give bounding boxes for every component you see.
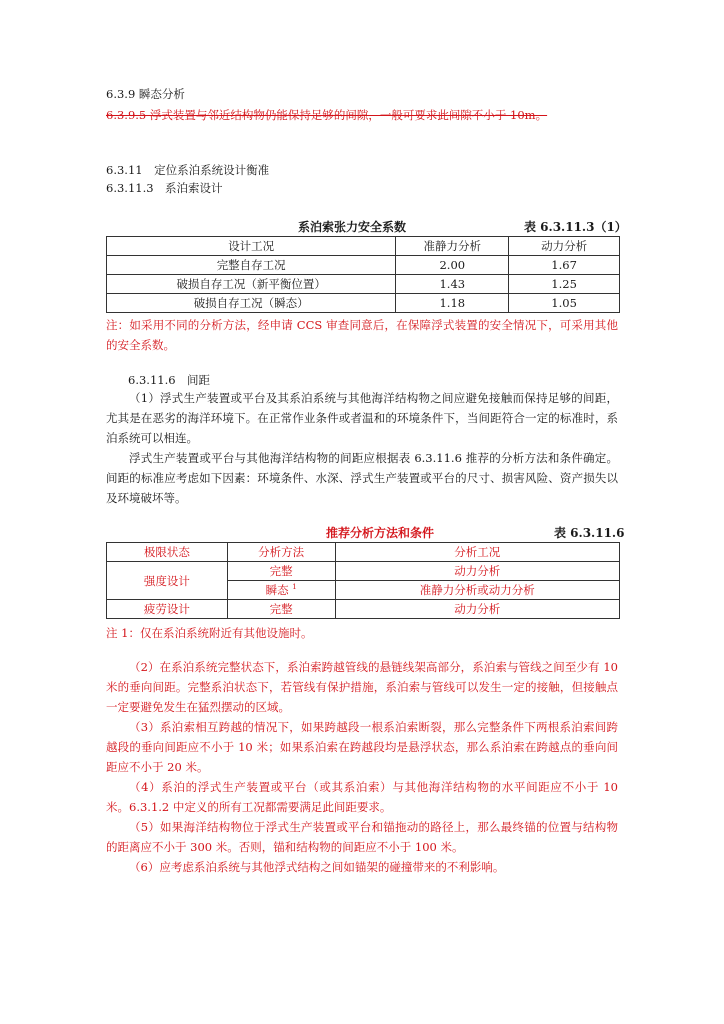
transient-label: 瞬态 <box>265 583 289 597</box>
table-cell: 完整自存工况 <box>107 256 396 275</box>
table-row <box>107 562 620 581</box>
table-cell: 1.05 <box>509 294 620 313</box>
table-cell: 强度设计 <box>107 562 228 600</box>
table-header: 设计工况 <box>107 237 396 256</box>
table-header-row <box>107 543 620 562</box>
table1-number: 表 6.3.11.3（1） <box>524 220 627 234</box>
table-cell: 破损自存工况（瞬态） <box>107 294 396 313</box>
table-cell: 1.67 <box>509 256 620 275</box>
table2-number: 表 6.3.11.6 <box>554 526 625 540</box>
footnote-marker: 1 <box>292 583 297 592</box>
paragraph-7: （6）应考虑系泊系统与其他浮式结构之间如锚架的碰撞带来的不利影响。 <box>129 860 505 874</box>
table-header: 分析方法 <box>227 543 335 562</box>
table1-note: 注：如采用不同的分析方法，经申请 CCS 审查同意后，在保障浮式装置的安全情况下，可采用其他的安全系数。 <box>106 318 618 352</box>
table-cell: 准静力分析或动力分析 <box>335 581 619 600</box>
table-cell: 2.00 <box>396 256 509 275</box>
safety-factor-table <box>106 236 620 313</box>
table-header-row <box>107 237 620 256</box>
paragraph-2: 浮式生产装置或平台与其他海洋结构物的间距应根据表 6.3.11.6 推荐的分析方法和条件确定。间距的标准应考虑如下因素：环境条件、水深、浮式生产装置或平台的尺寸、损害风险、资产损失以及环境破坏等。 <box>106 451 618 505</box>
table-cell: 完整 <box>227 600 335 619</box>
paragraph-1: （1）浮式生产装置或平台及其系泊系统与其他海洋结构物之间应避免接触而保持足够的间距，尤其是在恶劣的海洋环境下。在正常作业条件或者温和的环境条件下，当间距符合一定的标准时，系泊系统可以相连。 <box>106 391 618 445</box>
section-heading-6-3-11-3: 6.3.11.3 系泊索设计 <box>106 181 223 195</box>
analysis-method-table <box>106 542 620 619</box>
table-cell: 1.18 <box>396 294 509 313</box>
table-cell: 动力分析 <box>335 562 619 581</box>
paragraph-5: （4）系泊的浮式生产装置或平台（或其系泊索）与其他海洋结构物的水平间距应不小于 10 米。6.3.1.2 中定义的所有工况都需要满足此间距要求。 <box>106 780 618 814</box>
paragraph-4: （3）系泊索相互跨越的情况下，如果跨越段一根系泊索断裂，那么完整条件下两根系泊索间跨越段的垂向间距应不小于 10 米；如果系泊索在跨越段均是悬浮状态，那么系泊索在跨越点的垂向间距应不小于 20 米。 <box>106 720 618 774</box>
table-row <box>107 275 620 294</box>
table-row <box>107 600 620 619</box>
table-header: 动力分析 <box>509 237 620 256</box>
deleted-clause-6-3-9-5: 6.3.9.5 浮式装置与邻近结构物仍能保持足够的间隙，一般可要求此间隙不小于 10m。 <box>106 108 548 122</box>
table-row <box>107 294 620 313</box>
table-header: 极限状态 <box>107 543 228 562</box>
table-cell: 1.25 <box>509 275 620 294</box>
section-heading-6-3-11: 6.3.11 定位系泊系统设计衡准 <box>106 163 270 177</box>
table2-note: 注 1：仅在系泊系统附近有其他设施时。 <box>106 626 313 640</box>
section-heading-6-3-11-6: 6.3.11.6 间距 <box>128 373 211 387</box>
table-row <box>107 256 620 275</box>
table-cell: 破损自存工况（新平衡位置） <box>107 275 396 294</box>
table-cell: 完整 <box>227 562 335 581</box>
section-heading-6-3-9: 6.3.9 瞬态分析 <box>106 87 185 101</box>
paragraph-6: （5）如果海洋结构物位于浮式生产装置或平台和锚拖动的路径上，那么最终锚的位置与结构物的距离应不小于 300 米。否则，锚和结构物的间距应不小于 100 米。 <box>106 820 618 854</box>
paragraph-3: （2）在系泊系统完整状态下，系泊索跨越管线的悬链线架高部分，系泊索与管线之间至少有 10 米的垂向间距。完整系泊状态下，若管线有保护措施，系泊索与管线可以发生一定的接触，但接触点一定要避免发生在猛烈摆动的区域。 <box>106 660 618 714</box>
table1-title: 系泊索张力安全系数 <box>298 220 407 234</box>
table-cell: 疲劳设计 <box>107 600 228 619</box>
table-cell: 1.43 <box>396 275 509 294</box>
table-header: 准静力分析 <box>396 237 509 256</box>
table-cell <box>227 581 335 600</box>
table-header: 分析工况 <box>335 543 619 562</box>
table-cell: 动力分析 <box>335 600 619 619</box>
table2-title: 推荐分析方法和条件 <box>326 526 435 540</box>
